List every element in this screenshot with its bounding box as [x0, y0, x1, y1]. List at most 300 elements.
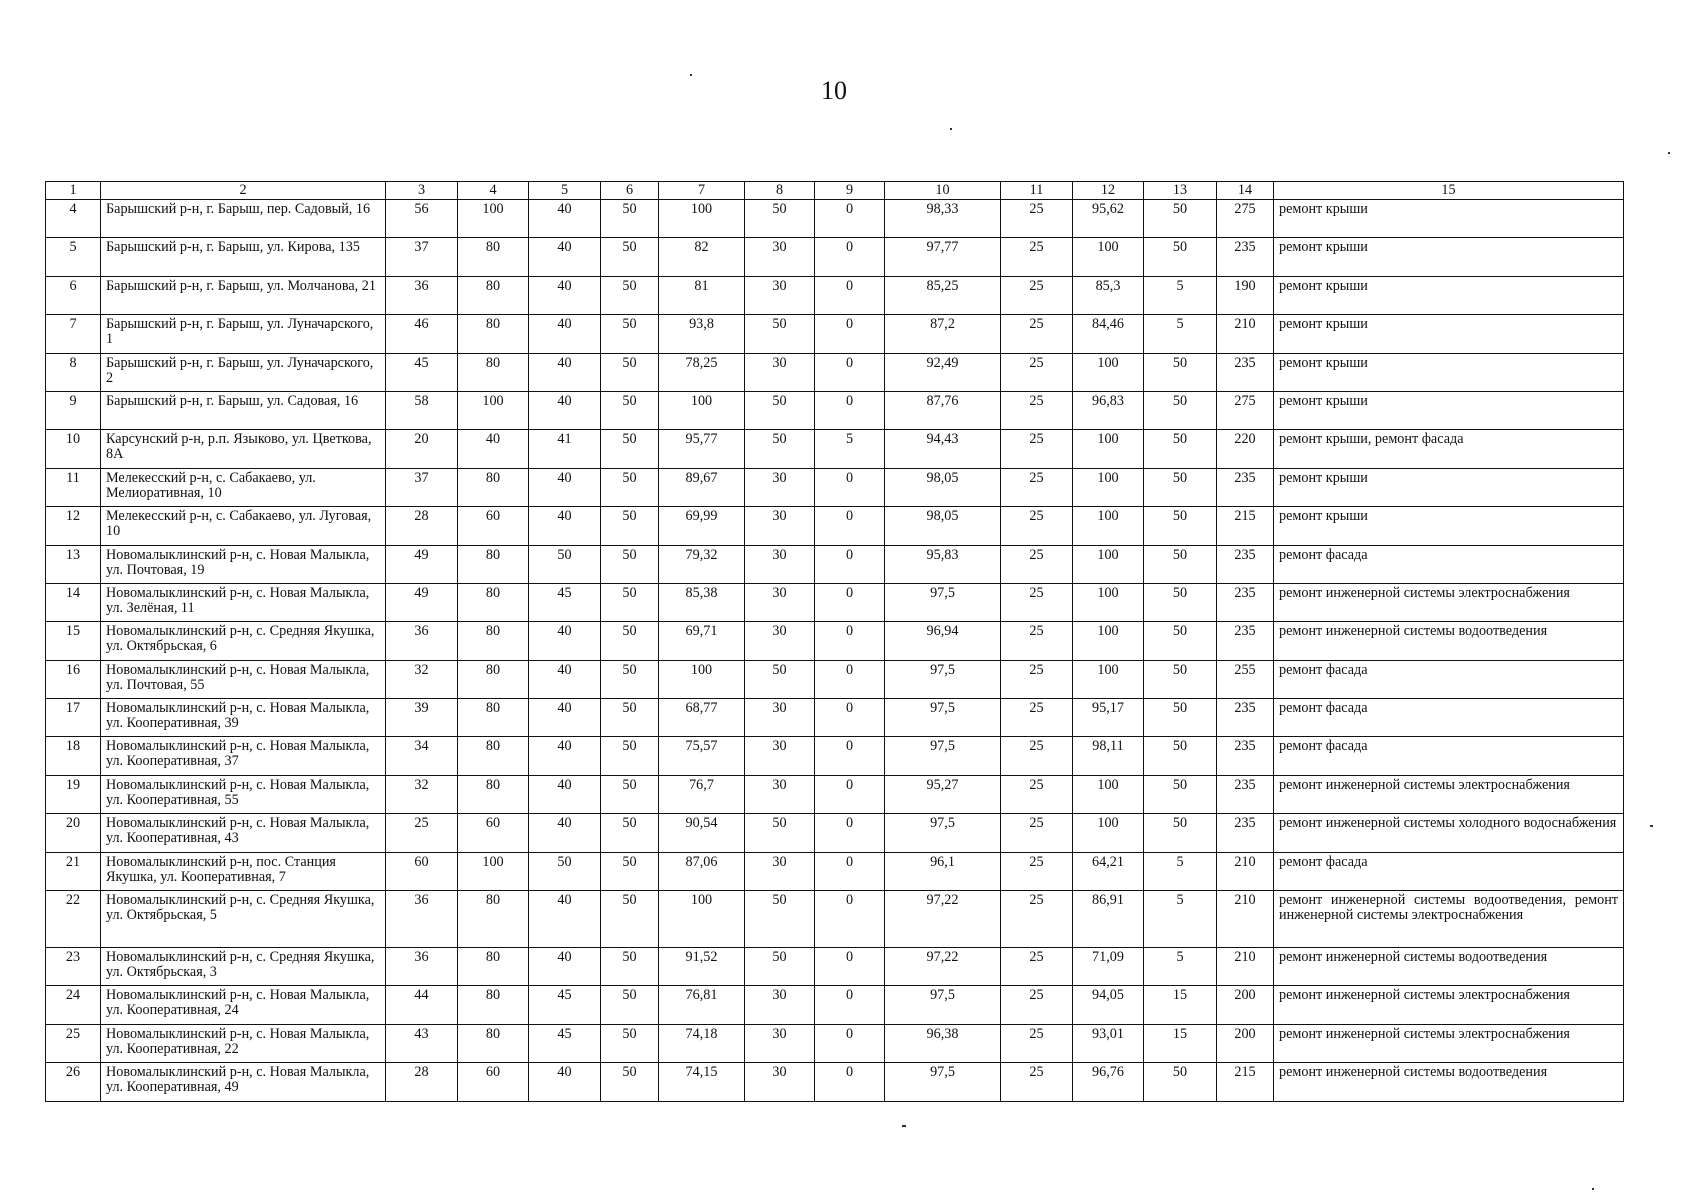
row-number: 21	[46, 852, 101, 890]
work-type-cell: ремонт инженерной системы водоотведения	[1274, 622, 1624, 660]
value-cell: 0	[815, 238, 885, 276]
value-cell: 0	[815, 948, 885, 986]
value-cell: 50	[601, 200, 659, 238]
row-number: 26	[46, 1063, 101, 1101]
value-cell: 60	[386, 852, 458, 890]
total-cell: 190	[1217, 276, 1274, 314]
value-cell: 95,27	[885, 775, 1001, 813]
value-cell: 97,5	[885, 660, 1001, 698]
table-row	[46, 852, 1624, 890]
value-cell: 79,32	[659, 545, 745, 583]
scan-speck	[1650, 825, 1653, 827]
value-cell: 40	[529, 353, 601, 391]
address-cell: Мелекесский р-н, с. Сабакаево, ул. Мелиоративная, 10	[101, 468, 386, 506]
scan-speck	[950, 128, 952, 130]
value-cell: 28	[386, 1063, 458, 1101]
value-cell: 25	[1001, 200, 1073, 238]
total-cell: 200	[1217, 986, 1274, 1024]
table-row	[46, 737, 1624, 775]
value-cell: 85,25	[885, 276, 1001, 314]
row-number: 9	[46, 391, 101, 429]
value-cell: 69,99	[659, 507, 745, 545]
value-cell: 97,5	[885, 986, 1001, 1024]
value-cell: 50	[601, 814, 659, 852]
value-cell: 5	[1144, 276, 1217, 314]
column-header-11: 11	[1001, 182, 1073, 200]
table-row	[46, 507, 1624, 545]
address-cell: Барышский р-н, г. Барыш, ул. Луначарского, 1	[101, 315, 386, 353]
value-cell: 41	[529, 430, 601, 468]
value-cell: 50	[1144, 507, 1217, 545]
value-cell: 80	[458, 315, 529, 353]
row-number: 19	[46, 775, 101, 813]
row-number: 5	[46, 238, 101, 276]
value-cell: 36	[386, 891, 458, 948]
register-table	[45, 181, 1624, 1102]
row-number: 6	[46, 276, 101, 314]
value-cell: 50	[601, 276, 659, 314]
value-cell: 25	[386, 814, 458, 852]
work-type-cell: ремонт крыши	[1274, 391, 1624, 429]
address-cell: Новомалыклинский р-н, с. Новая Малыкла, ул. Кооперативная, 55	[101, 775, 386, 813]
row-number: 18	[46, 737, 101, 775]
column-header-2: 2	[101, 182, 386, 200]
value-cell: 50	[601, 699, 659, 737]
value-cell: 92,49	[885, 353, 1001, 391]
value-cell: 100	[458, 200, 529, 238]
value-cell: 87,76	[885, 391, 1001, 429]
value-cell: 40	[529, 775, 601, 813]
address-cell: Барышский р-н, г. Барыш, пер. Садовый, 16	[101, 200, 386, 238]
value-cell: 25	[1001, 315, 1073, 353]
value-cell: 40	[529, 238, 601, 276]
value-cell: 30	[745, 622, 815, 660]
value-cell: 82	[659, 238, 745, 276]
value-cell: 44	[386, 986, 458, 1024]
work-type-cell: ремонт инженерной системы водоотведения	[1274, 1063, 1624, 1101]
value-cell: 80	[458, 775, 529, 813]
address-cell: Новомалыклинский р-н, пос. Станция Якушка, ул. Кооперативная, 7	[101, 852, 386, 890]
value-cell: 28	[386, 507, 458, 545]
row-number: 24	[46, 986, 101, 1024]
work-type-cell: ремонт крыши	[1274, 353, 1624, 391]
value-cell: 25	[1001, 948, 1073, 986]
value-cell: 50	[529, 545, 601, 583]
column-header-4: 4	[458, 182, 529, 200]
value-cell: 94,43	[885, 430, 1001, 468]
value-cell: 25	[1001, 1063, 1073, 1101]
column-header-6: 6	[601, 182, 659, 200]
value-cell: 71,09	[1073, 948, 1144, 986]
total-cell: 235	[1217, 468, 1274, 506]
row-number: 15	[46, 622, 101, 660]
total-cell: 235	[1217, 737, 1274, 775]
value-cell: 50	[745, 430, 815, 468]
value-cell: 50	[1144, 353, 1217, 391]
value-cell: 95,83	[885, 545, 1001, 583]
value-cell: 80	[458, 353, 529, 391]
value-cell: 50	[1144, 775, 1217, 813]
table-row	[46, 238, 1624, 276]
column-header-9: 9	[815, 182, 885, 200]
value-cell: 5	[1144, 948, 1217, 986]
value-cell: 25	[1001, 737, 1073, 775]
total-cell: 235	[1217, 699, 1274, 737]
row-number: 11	[46, 468, 101, 506]
value-cell: 30	[745, 852, 815, 890]
value-cell: 0	[815, 699, 885, 737]
work-type-cell: ремонт инженерной системы водоотведения	[1274, 948, 1624, 986]
value-cell: 25	[1001, 852, 1073, 890]
value-cell: 58	[386, 391, 458, 429]
work-type-cell: ремонт фасада	[1274, 660, 1624, 698]
total-cell: 210	[1217, 852, 1274, 890]
value-cell: 0	[815, 315, 885, 353]
value-cell: 84,46	[1073, 315, 1144, 353]
value-cell: 100	[1073, 622, 1144, 660]
value-cell: 50	[1144, 660, 1217, 698]
value-cell: 100	[1073, 583, 1144, 621]
value-cell: 80	[458, 238, 529, 276]
work-type-cell: ремонт крыши	[1274, 200, 1624, 238]
value-cell: 96,76	[1073, 1063, 1144, 1101]
value-cell: 32	[386, 775, 458, 813]
value-cell: 50	[601, 737, 659, 775]
value-cell: 68,77	[659, 699, 745, 737]
value-cell: 50	[1144, 391, 1217, 429]
value-cell: 100	[458, 391, 529, 429]
value-cell: 50	[601, 315, 659, 353]
value-cell: 90,54	[659, 814, 745, 852]
total-cell: 215	[1217, 507, 1274, 545]
value-cell: 40	[529, 315, 601, 353]
value-cell: 40	[529, 507, 601, 545]
value-cell: 39	[386, 699, 458, 737]
value-cell: 96,1	[885, 852, 1001, 890]
value-cell: 30	[745, 1024, 815, 1062]
value-cell: 50	[1144, 1063, 1217, 1101]
work-type-cell: ремонт крыши, ремонт фасада	[1274, 430, 1624, 468]
value-cell: 0	[815, 507, 885, 545]
value-cell: 74,18	[659, 1024, 745, 1062]
value-cell: 30	[745, 353, 815, 391]
value-cell: 98,11	[1073, 737, 1144, 775]
value-cell: 50	[1144, 583, 1217, 621]
work-type-cell: ремонт крыши	[1274, 238, 1624, 276]
value-cell: 0	[815, 1024, 885, 1062]
table-row	[46, 583, 1624, 621]
total-cell: 215	[1217, 1063, 1274, 1101]
value-cell: 50	[1144, 545, 1217, 583]
row-number: 7	[46, 315, 101, 353]
value-cell: 100	[1073, 430, 1144, 468]
value-cell: 50	[529, 852, 601, 890]
value-cell: 50	[1144, 238, 1217, 276]
value-cell: 87,06	[659, 852, 745, 890]
value-cell: 40	[529, 622, 601, 660]
value-cell: 50	[1144, 200, 1217, 238]
value-cell: 100	[458, 852, 529, 890]
value-cell: 0	[815, 622, 885, 660]
value-cell: 25	[1001, 814, 1073, 852]
value-cell: 30	[745, 583, 815, 621]
address-cell: Барышский р-н, г. Барыш, ул. Садовая, 16	[101, 391, 386, 429]
table-row	[46, 891, 1624, 948]
value-cell: 36	[386, 622, 458, 660]
total-cell: 235	[1217, 583, 1274, 621]
value-cell: 100	[1073, 660, 1144, 698]
value-cell: 0	[815, 391, 885, 429]
address-cell: Новомалыклинский р-н, с. Новая Малыкла, ул. Зелёная, 11	[101, 583, 386, 621]
value-cell: 85,3	[1073, 276, 1144, 314]
value-cell: 100	[659, 391, 745, 429]
value-cell: 49	[386, 583, 458, 621]
value-cell: 97,5	[885, 583, 1001, 621]
value-cell: 100	[659, 891, 745, 948]
row-number: 20	[46, 814, 101, 852]
row-number: 22	[46, 891, 101, 948]
value-cell: 100	[659, 200, 745, 238]
value-cell: 56	[386, 200, 458, 238]
work-type-cell: ремонт инженерной системы водоотведения, ремонт инженерной системы электроснабжения	[1274, 891, 1624, 948]
value-cell: 100	[1073, 775, 1144, 813]
value-cell: 40	[529, 200, 601, 238]
table-row	[46, 315, 1624, 353]
value-cell: 0	[815, 852, 885, 890]
value-cell: 50	[601, 660, 659, 698]
value-cell: 80	[458, 276, 529, 314]
address-cell: Барышский р-н, г. Барыш, ул. Кирова, 135	[101, 238, 386, 276]
value-cell: 30	[745, 238, 815, 276]
scan-speck	[690, 74, 692, 76]
address-cell: Новомалыклинский р-н, с. Новая Малыкла, ул. Кооперативная, 37	[101, 737, 386, 775]
value-cell: 50	[601, 238, 659, 276]
value-cell: 87,2	[885, 315, 1001, 353]
value-cell: 50	[1144, 737, 1217, 775]
scan-speck	[1668, 152, 1670, 154]
value-cell: 50	[601, 775, 659, 813]
address-cell: Новомалыклинский р-н, с. Средняя Якушка, ул. Октябрьская, 6	[101, 622, 386, 660]
value-cell: 50	[601, 948, 659, 986]
value-cell: 97,5	[885, 1063, 1001, 1101]
table-row	[46, 1063, 1624, 1101]
value-cell: 20	[386, 430, 458, 468]
table-row	[46, 948, 1624, 986]
value-cell: 96,83	[1073, 391, 1144, 429]
value-cell: 40	[529, 276, 601, 314]
value-cell: 25	[1001, 430, 1073, 468]
total-cell: 210	[1217, 891, 1274, 948]
table-row	[46, 622, 1624, 660]
table-body	[46, 200, 1624, 1102]
work-type-cell: ремонт фасада	[1274, 699, 1624, 737]
value-cell: 80	[458, 622, 529, 660]
value-cell: 25	[1001, 660, 1073, 698]
value-cell: 80	[458, 468, 529, 506]
value-cell: 50	[745, 315, 815, 353]
value-cell: 30	[745, 986, 815, 1024]
value-cell: 50	[745, 200, 815, 238]
value-cell: 30	[745, 468, 815, 506]
value-cell: 80	[458, 1024, 529, 1062]
value-cell: 30	[745, 737, 815, 775]
header-row	[46, 182, 1624, 200]
value-cell: 50	[601, 430, 659, 468]
value-cell: 0	[815, 737, 885, 775]
value-cell: 50	[745, 391, 815, 429]
address-cell: Новомалыклинский р-н, с. Средняя Якушка, ул. Октябрьская, 5	[101, 891, 386, 948]
value-cell: 30	[745, 507, 815, 545]
work-type-cell: ремонт инженерной системы электроснабжения	[1274, 583, 1624, 621]
row-number: 4	[46, 200, 101, 238]
value-cell: 74,15	[659, 1063, 745, 1101]
total-cell: 275	[1217, 200, 1274, 238]
column-header-8: 8	[745, 182, 815, 200]
value-cell: 85,38	[659, 583, 745, 621]
value-cell: 80	[458, 891, 529, 948]
value-cell: 100	[659, 660, 745, 698]
address-cell: Новомалыклинский р-н, с. Новая Малыкла, ул. Кооперативная, 43	[101, 814, 386, 852]
table-row	[46, 430, 1624, 468]
address-cell: Новомалыклинский р-н, с. Новая Малыкла, ул. Кооперативная, 22	[101, 1024, 386, 1062]
column-header-12: 12	[1073, 182, 1144, 200]
address-cell: Новомалыклинский р-н, с. Новая Малыкла, ул. Кооперативная, 39	[101, 699, 386, 737]
value-cell: 36	[386, 276, 458, 314]
value-cell: 98,05	[885, 507, 1001, 545]
total-cell: 235	[1217, 353, 1274, 391]
value-cell: 50	[745, 948, 815, 986]
value-cell: 97,5	[885, 814, 1001, 852]
value-cell: 25	[1001, 391, 1073, 429]
scan-speck	[902, 1125, 906, 1127]
value-cell: 0	[815, 775, 885, 813]
value-cell: 40	[458, 430, 529, 468]
value-cell: 80	[458, 986, 529, 1024]
total-cell: 255	[1217, 660, 1274, 698]
total-cell: 210	[1217, 315, 1274, 353]
value-cell: 60	[458, 1063, 529, 1101]
address-cell: Карсунский р-н, р.п. Языково, ул. Цветкова, 8А	[101, 430, 386, 468]
value-cell: 50	[601, 891, 659, 948]
page-number: 10	[821, 76, 847, 105]
column-header-15: 15	[1274, 182, 1624, 200]
value-cell: 76,81	[659, 986, 745, 1024]
value-cell: 97,22	[885, 948, 1001, 986]
value-cell: 97,5	[885, 737, 1001, 775]
value-cell: 50	[601, 1063, 659, 1101]
value-cell: 60	[458, 507, 529, 545]
value-cell: 80	[458, 583, 529, 621]
value-cell: 100	[1073, 507, 1144, 545]
value-cell: 50	[601, 622, 659, 660]
total-cell: 200	[1217, 1024, 1274, 1062]
value-cell: 25	[1001, 891, 1073, 948]
value-cell: 5	[1144, 852, 1217, 890]
address-cell: Мелекесский р-н, с. Сабакаево, ул. Луговая, 10	[101, 507, 386, 545]
value-cell: 40	[529, 468, 601, 506]
value-cell: 0	[815, 353, 885, 391]
value-cell: 37	[386, 238, 458, 276]
value-cell: 0	[815, 583, 885, 621]
table-row	[46, 468, 1624, 506]
table-row	[46, 814, 1624, 852]
work-type-cell: ремонт инженерной системы электроснабжения	[1274, 1024, 1624, 1062]
column-header-14: 14	[1217, 182, 1274, 200]
column-header-5: 5	[529, 182, 601, 200]
value-cell: 100	[1073, 814, 1144, 852]
value-cell: 0	[815, 545, 885, 583]
value-cell: 89,67	[659, 468, 745, 506]
value-cell: 32	[386, 660, 458, 698]
value-cell: 80	[458, 948, 529, 986]
value-cell: 40	[529, 660, 601, 698]
value-cell: 0	[815, 468, 885, 506]
value-cell: 50	[745, 814, 815, 852]
value-cell: 30	[745, 276, 815, 314]
value-cell: 25	[1001, 545, 1073, 583]
address-cell: Новомалыклинский р-н, с. Новая Малыкла, ул. Кооперативная, 24	[101, 986, 386, 1024]
value-cell: 86,91	[1073, 891, 1144, 948]
address-cell: Барышский р-н, г. Барыш, ул. Молчанова, 21	[101, 276, 386, 314]
value-cell: 25	[1001, 507, 1073, 545]
value-cell: 34	[386, 737, 458, 775]
value-cell: 40	[529, 891, 601, 948]
table-row	[46, 986, 1624, 1024]
scan-speck	[1592, 1188, 1594, 1190]
row-number: 12	[46, 507, 101, 545]
value-cell: 97,22	[885, 891, 1001, 948]
value-cell: 50	[601, 583, 659, 621]
row-number: 25	[46, 1024, 101, 1062]
row-number: 16	[46, 660, 101, 698]
value-cell: 46	[386, 315, 458, 353]
value-cell: 97,5	[885, 699, 1001, 737]
table-row	[46, 1024, 1624, 1062]
column-header-13: 13	[1144, 182, 1217, 200]
value-cell: 100	[1073, 468, 1144, 506]
value-cell: 50	[601, 852, 659, 890]
total-cell: 235	[1217, 238, 1274, 276]
row-number: 17	[46, 699, 101, 737]
value-cell: 80	[458, 699, 529, 737]
address-cell: Новомалыклинский р-н, с. Новая Малыкла, ул. Почтовая, 19	[101, 545, 386, 583]
value-cell: 80	[458, 545, 529, 583]
value-cell: 60	[458, 814, 529, 852]
table-row	[46, 353, 1624, 391]
value-cell: 50	[1144, 699, 1217, 737]
value-cell: 36	[386, 948, 458, 986]
value-cell: 80	[458, 660, 529, 698]
value-cell: 50	[601, 986, 659, 1024]
value-cell: 25	[1001, 699, 1073, 737]
value-cell: 95,62	[1073, 200, 1144, 238]
value-cell: 95,17	[1073, 699, 1144, 737]
total-cell: 210	[1217, 948, 1274, 986]
value-cell: 80	[458, 737, 529, 775]
value-cell: 45	[386, 353, 458, 391]
work-type-cell: ремонт крыши	[1274, 276, 1624, 314]
table-row	[46, 660, 1624, 698]
value-cell: 81	[659, 276, 745, 314]
value-cell: 40	[529, 391, 601, 429]
work-type-cell: ремонт инженерной системы холодного водоснабжения	[1274, 814, 1624, 852]
value-cell: 0	[815, 276, 885, 314]
column-header-1: 1	[46, 182, 101, 200]
value-cell: 0	[815, 814, 885, 852]
work-type-cell: ремонт инженерной системы электроснабжения	[1274, 986, 1624, 1024]
value-cell: 49	[386, 545, 458, 583]
value-cell: 94,05	[1073, 986, 1144, 1024]
